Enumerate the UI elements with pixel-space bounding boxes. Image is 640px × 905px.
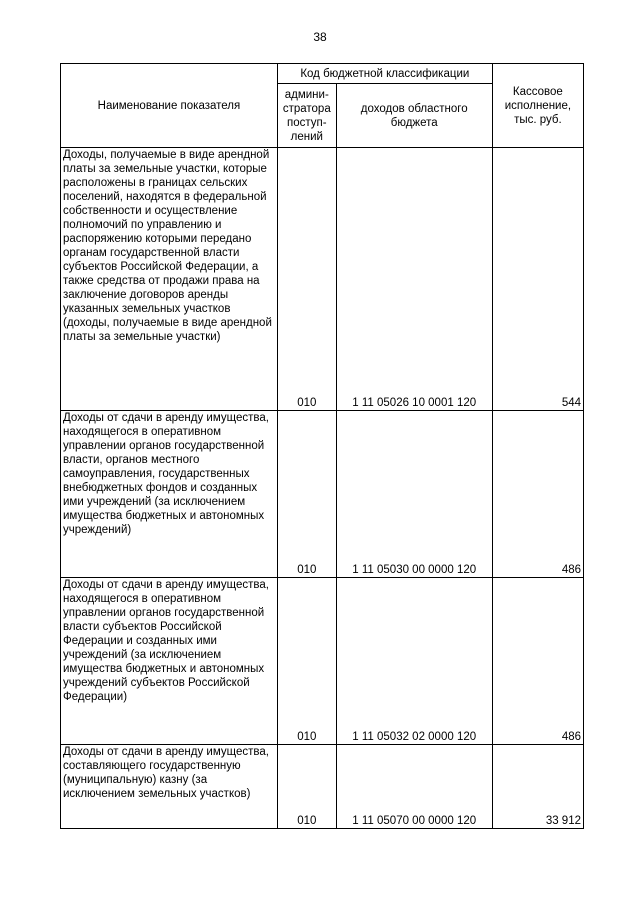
row-income-code: 1 11 05032 02 0000 120: [336, 578, 492, 745]
header-classification-group: Код бюджетной классификации: [277, 64, 492, 84]
row-amount: 33 912: [492, 745, 583, 829]
budget-table: [60, 63, 584, 829]
row-income-code: 1 11 05026 10 0001 120: [336, 148, 492, 411]
page-number: 38: [313, 30, 327, 44]
row-name: Доходы от сдачи в аренду имущества, находящегося в оперативном управлении органов государственной власти субъектов Российской Федерации и созданных ими учреждений (за исключением имущества бюджетных и автономных учреждений субъектов Российской Федерации): [61, 578, 278, 745]
table-row: [61, 745, 584, 829]
row-admin-code: 010: [277, 578, 336, 745]
row-income-code: 1 11 05030 00 0000 120: [336, 411, 492, 578]
row-amount: 486: [492, 578, 583, 745]
row-admin-code: 010: [277, 148, 336, 411]
table-row: [61, 148, 584, 411]
header-income-code: доходов областного бюджета: [336, 84, 492, 148]
row-amount: 544: [492, 148, 583, 411]
row-admin-code: 010: [277, 745, 336, 829]
row-amount: 486: [492, 411, 583, 578]
row-admin-code: 010: [277, 411, 336, 578]
header-cash-execution: Кассовое исполнение, тыс. руб.: [492, 64, 583, 148]
row-income-code: 1 11 05070 00 0000 120: [336, 745, 492, 829]
row-name: Доходы от сдачи в аренду имущества, составляющего государственную (муниципальную) казну (за исключением земельных участков): [61, 745, 278, 829]
header-name: Наименование показателя: [61, 64, 278, 148]
row-name: Доходы, получаемые в виде арендной платы за земельные участки, которые расположены в границах сельских поселений, находятся в федеральной собственности и осуществление полномочий по управлению и распоряжению которыми передано органам государственной власти субъектов Российской Федерации, а также средства от продажи права на заключение договоров аренды указанных земельных участков (доходы, получаемые в виде арендной платы за земельные участки): [61, 148, 278, 411]
table-row: [61, 411, 584, 578]
table-row: [61, 578, 584, 745]
row-name: Доходы от сдачи в аренду имущества, находящегося в оперативном управлении органов государственной власти, органов местного самоуправления, государственных внебюджетных фондов и созданных ими учреждений (за исключением имущества бюджетных и автономных учреждений): [61, 411, 278, 578]
header-administrator: админи-стратора поступ-лений: [277, 84, 336, 148]
